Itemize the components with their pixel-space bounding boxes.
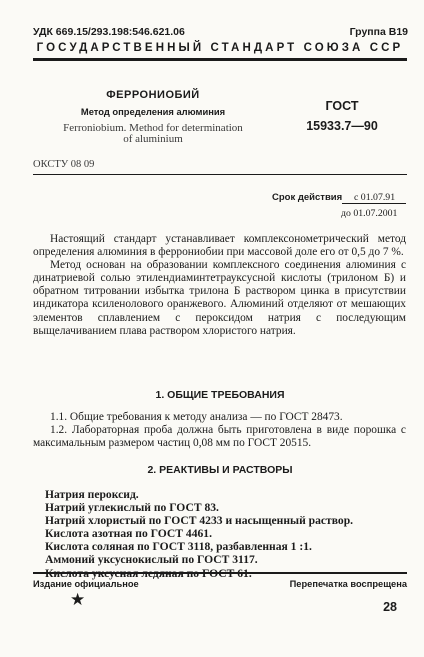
intro-paragraph-2: Метод основан на образовании комплексного соединения алюминия с динатриевой солью этилендиаминтетрауксусной кислоты (трилоном Б) и обратном титровании избытка трилона Б раствором цинка в присутствии индикатора ксиленолового оранжевого. Алюминий отделяют от мешающих элементов сплавлением с пероксидом натрия с последующим выщелачиванием плава раствором хлористого натрия.	[33, 259, 406, 337]
star-icon: ★	[70, 590, 86, 610]
reagent-item: Кислота соляная по ГОСТ 3118, разбавленная 1 :1.	[45, 540, 312, 554]
gost-number: 15933.7—90	[306, 119, 378, 133]
reagent-item: Натрия пероксид.	[45, 488, 139, 501]
section-1-heading: 1. ОБЩИЕ ТРЕБОВАНИЯ	[155, 389, 285, 401]
clause-1-2: 1.2. Лабораторная проба должна быть приготовлена в виде порошка с максимальным размером частиц 0,08 мм по ГОСТ 20515.	[33, 424, 406, 450]
title-rule	[33, 174, 407, 175]
validity-to: до 01.07.2001	[341, 208, 398, 219]
clause-1-1: 1.1. Общие требования к методу анализа — по ГОСТ 28473.	[50, 411, 343, 423]
udk-code: УДК 669.15/293.198:546.621.06	[33, 26, 185, 38]
document-subtitle: Метод определения алюминия	[80, 106, 226, 117]
validity-underline	[342, 203, 406, 204]
validity-label: Срок действия	[272, 192, 343, 203]
intro-paragraph-1: Настоящий стандарт устанавливает комплексонометрический метод определения алюминия в феррониобии при массовой доле его от 0,5 до 7 %.	[33, 233, 406, 259]
header-rule	[33, 58, 407, 61]
reagent-item: Натрий хлористый по ГОСТ 4233 и насыщенный раствор.	[45, 514, 354, 528]
reprint-notice: Перепечатка воспрещена	[289, 579, 407, 589]
section-2-heading: 2. РЕАКТИВЫ И РАСТВОРЫ	[147, 464, 293, 476]
authority-banner: ГОСУДАРСТВЕННЫЙ СТАНДАРТ СОЮЗА ССР	[36, 42, 404, 54]
introduction	[33, 233, 406, 338]
page-number: 28	[383, 600, 397, 614]
gost-label: ГОСТ	[325, 99, 359, 113]
reagent-item: Кислота азотная по ГОСТ 4461.	[45, 527, 212, 541]
footer-rule	[33, 572, 407, 574]
reagent-item: Натрий углекислый по ГОСТ 83.	[45, 501, 219, 515]
english-title-line2: of aluminium	[123, 133, 183, 145]
validity-from: с 01.07.91	[354, 192, 396, 203]
english-title-line1: Ferroniobium. Method for determination	[63, 122, 243, 134]
group-code: Группа В19	[349, 26, 408, 38]
reagents-list	[45, 488, 353, 580]
okstu-code: ОКСТУ 08 09	[33, 159, 95, 170]
section-1-body	[33, 411, 406, 450]
document-title: ФЕРРОНИОБИЙ	[106, 89, 200, 101]
reagent-item: Аммоний уксуснокислый по ГОСТ 3117.	[45, 553, 258, 567]
edition-label: Издание официальное	[33, 579, 139, 589]
